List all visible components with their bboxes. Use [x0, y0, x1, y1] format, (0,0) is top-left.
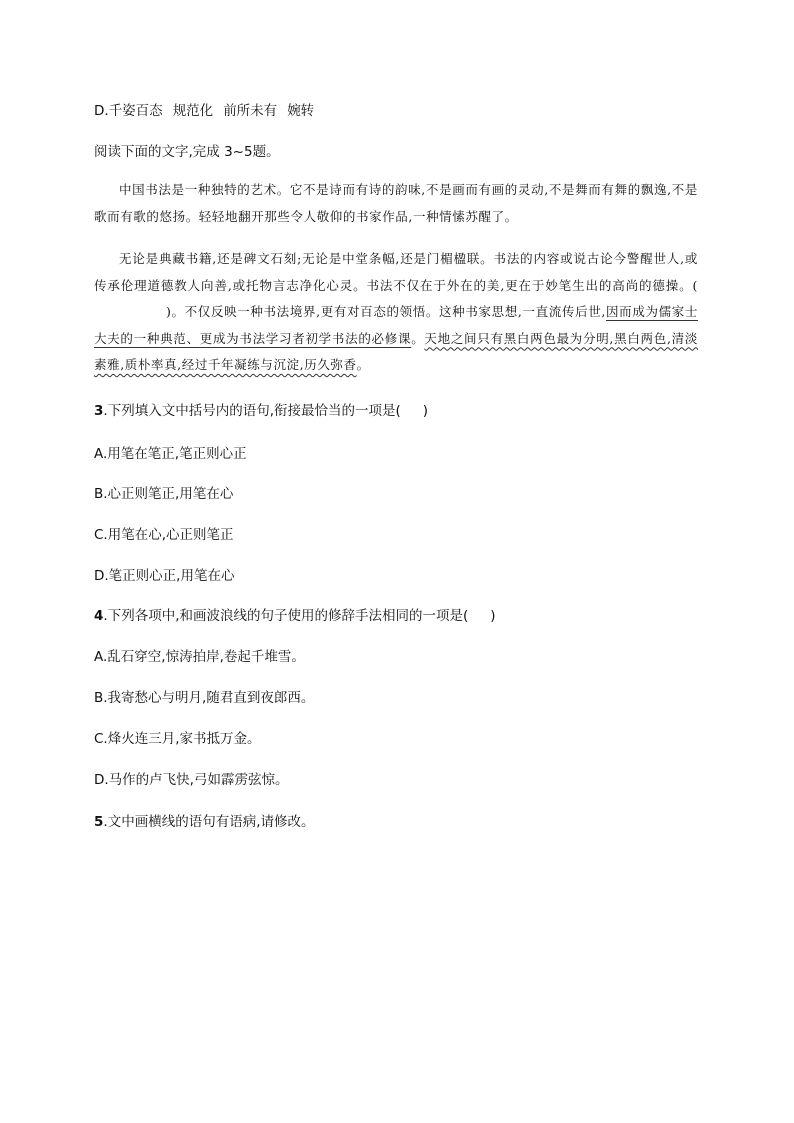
question-3-option-b[interactable]: B.心正则笔正,用笔在心: [94, 486, 234, 502]
passage-p2-text-c: 。: [411, 330, 425, 346]
passage-p2-text-a: 无论是典藏书籍,还是碑文石刻;无论是中堂条幅,还是门楣楹联。书法的内容或说古论今警醒世人,或传承伦理道德教人向善,或托物言志净化心灵。书法不仅在于外在的美,更在于妙笔生出的高尚的德操。(: [94, 251, 698, 293]
passage-p2-text-b: )。不仅反映一种书法境界,更有对百态的领悟。这种书家思想,一直流传后世,: [166, 304, 606, 319]
question-4-option-b[interactable]: B.我寄愁心与明月,随君直到夜郎西。: [94, 690, 315, 706]
passage-paragraph-1: 中国书法是一种独特的艺术。它不是诗而有诗的韵味,不是画而有画的灵动,不是舞而有舞的飘逸,不是歌而有歌的悠扬。轻轻地翻开那些令人敬仰的书家作品,一种情愫苏醒了。: [94, 182, 698, 224]
option-d-previous: [94, 102, 314, 120]
question-4-close: ): [490, 608, 496, 624]
underlined-sentence: 因而成为儒家士大夫的一种典范、更成为书法学习者初学书法的必修课: [94, 304, 698, 346]
question-4: [94, 607, 496, 625]
question-3-close: ): [422, 403, 429, 419]
question-3-option-c[interactable]: C.用笔在心,心正则笔正: [94, 527, 234, 543]
question-3-number: 3: [94, 403, 104, 419]
question-3-option-a[interactable]: A.用笔在笔正,笔正则心正: [94, 446, 247, 462]
option-d-item-2: 规范化: [172, 103, 214, 119]
question-3-text: .下列填入文中括号内的语句,衔接最恰当的一项是(: [103, 403, 401, 419]
question-3-option-d[interactable]: D.笔正则心正,用笔在心: [94, 568, 235, 584]
question-5: [94, 813, 315, 831]
passage-p2-text-d: 。: [356, 357, 370, 372]
question-5-text: .文中画横线的语句有语病,请修改。: [103, 814, 315, 830]
passage-paragraph-2: [94, 246, 698, 379]
wavy-underlined-sentence: 天地之间只有黑白两色最为分明,黑白两色,清淡素雅,质朴率真,经过千年凝练与沉淀,历久弥香: [94, 330, 698, 372]
question-3: [94, 402, 428, 420]
reading-instruction: 阅读下面的文字,完成 3~5题。: [94, 144, 280, 160]
question-4-option-c[interactable]: C.烽火连三月,家书抵万金。: [94, 731, 261, 747]
question-4-option-a[interactable]: A.乱石穿空,惊涛拍岸,卷起千堆雪。: [94, 649, 305, 665]
question-5-number: 5: [94, 814, 104, 830]
question-4-text: .下列各项中,和画波浪线的句子使用的修辞手法相同的一项是(: [103, 608, 469, 624]
option-d-item-3: 前所未有: [223, 103, 278, 119]
option-d-item-1: 千姿百态: [108, 103, 163, 119]
option-d-item-4: 婉转: [287, 103, 315, 119]
question-4-number: 4: [94, 608, 104, 624]
question-4-option-d[interactable]: D.马作的卢飞快,弓如霹雳弦惊。: [94, 772, 289, 788]
option-d-label: D.: [94, 103, 109, 119]
